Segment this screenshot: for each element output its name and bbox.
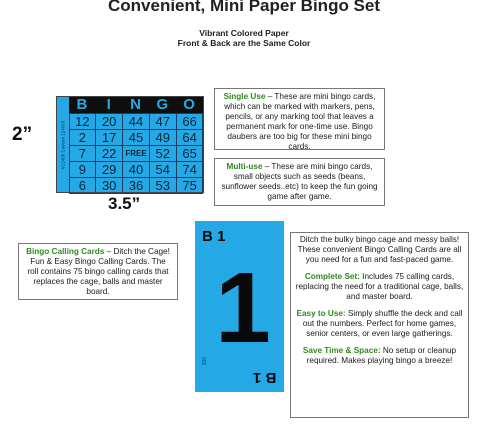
single-use-text: – These are mini bingo cards, which can be marked with markers, pens, pencils, or any marking tool that leaves a permanent mark for one-time use. Bingo daubers are too big for these mini bingo cards. — [224, 92, 376, 151]
save-time-text: No setup or cleanup required. Makes playing bingo a breeze! — [306, 346, 457, 365]
bingo-letter-o: O — [183, 96, 196, 113]
calling-card-serial: 001 — [200, 356, 207, 366]
bingo-cell: 64 — [176, 129, 204, 146]
bingo-cell: 74 — [176, 161, 204, 178]
single-use-box — [214, 88, 385, 150]
bingo-header — [69, 97, 203, 113]
bingo-cell: 52 — [149, 145, 177, 162]
easy-to-use-heading: Easy to Use: — [296, 309, 346, 318]
subtitle-line-2: Front & Back are the Same Color — [177, 38, 311, 48]
subtitle-line-1: Vibrant Colored Paper — [199, 28, 289, 38]
save-time-heading: Save Time & Space: — [302, 346, 381, 355]
feature-easy-to-use — [295, 309, 464, 339]
bingo-cell: 45 — [122, 129, 150, 146]
multi-use-heading: Multi-use — [226, 162, 263, 171]
features-box — [290, 232, 469, 418]
page-title: Convenient, Mini Paper Bingo Set — [107, 0, 381, 15]
single-use-heading: Single Use — [223, 92, 266, 101]
easy-to-use-text: Simply shuffle the deck and call out the numbers. Perfect for home games, senior centers, or even large gatherings. — [302, 309, 463, 338]
bingo-cell: 36 — [122, 177, 150, 194]
bingo-cell: 47 — [149, 113, 177, 130]
feature-complete-set — [295, 272, 464, 302]
width-dimension-label: 3.5” — [108, 194, 141, 213]
bingo-cell: 12 — [69, 113, 97, 130]
bingo-number-grid — [69, 113, 203, 192]
bingo-cell: 6 — [69, 177, 97, 194]
bingo-letter-n: N — [130, 96, 142, 113]
features-intro: Ditch the bulky bingo cage and messy balls! These convenient Bingo Calling Cards are all you need for a fun and fast-paced game. — [297, 235, 462, 264]
calling-card-top-label: B 1 — [202, 228, 226, 245]
calling-cards-heading: Bingo Calling Cards — [26, 247, 105, 256]
bingo-cell: 66 — [176, 113, 204, 130]
bingo-letter-g: G — [156, 96, 170, 113]
complete-set-text: Includes 75 calling cards, replacing the need for a traditional cage, balls, and master board. — [295, 272, 464, 301]
bingo-free-cell: FREE — [122, 145, 150, 162]
bingo-cell: 75 — [176, 177, 204, 194]
bingo-cell: 54 — [149, 161, 177, 178]
height-dimension-label: 2” — [12, 124, 33, 145]
calling-card-bottom-label: B 1 — [253, 369, 277, 386]
bingo-cell: 7 — [69, 145, 97, 162]
bingo-cell: 9 — [69, 161, 97, 178]
bingo-cell: 30 — [95, 177, 123, 194]
bingo-cell: 22 — [95, 145, 123, 162]
bingo-cell: 53 — [149, 177, 177, 194]
bingo-cell: 65 — [176, 145, 204, 162]
bingo-cell: 49 — [149, 129, 177, 146]
complete-set-heading: Complete Set: — [304, 272, 360, 281]
calling-card-big-number: 1 — [215, 252, 271, 364]
bingo-letter-b: B — [76, 96, 89, 113]
bingo-card-serial: V12456 Caveen 124563 — [60, 120, 65, 169]
multi-use-text: – These are mini bingo cards, small objects such as seeds (beans, sunflower seeds..etc) to keep the fun going game after game. — [221, 162, 378, 201]
feature-save-time — [295, 346, 464, 366]
bingo-cell: 17 — [95, 129, 123, 146]
calling-cards-text: – Ditch the Cage! Fun & Easy Bingo Calling Cards. The roll contains 75 bingo calling cards that replaces the cage, balls and master board. — [27, 247, 170, 296]
bingo-cell: 29 — [95, 161, 123, 178]
multi-use-box — [214, 158, 385, 206]
bingo-card-side-strip — [56, 96, 69, 193]
bingo-cell: 44 — [122, 113, 150, 130]
bingo-cell: 2 — [69, 129, 97, 146]
bingo-letter-i: I — [106, 96, 112, 113]
bingo-cell: 20 — [95, 113, 123, 130]
bingo-cell: 40 — [122, 161, 150, 178]
calling-cards-box — [18, 243, 178, 300]
